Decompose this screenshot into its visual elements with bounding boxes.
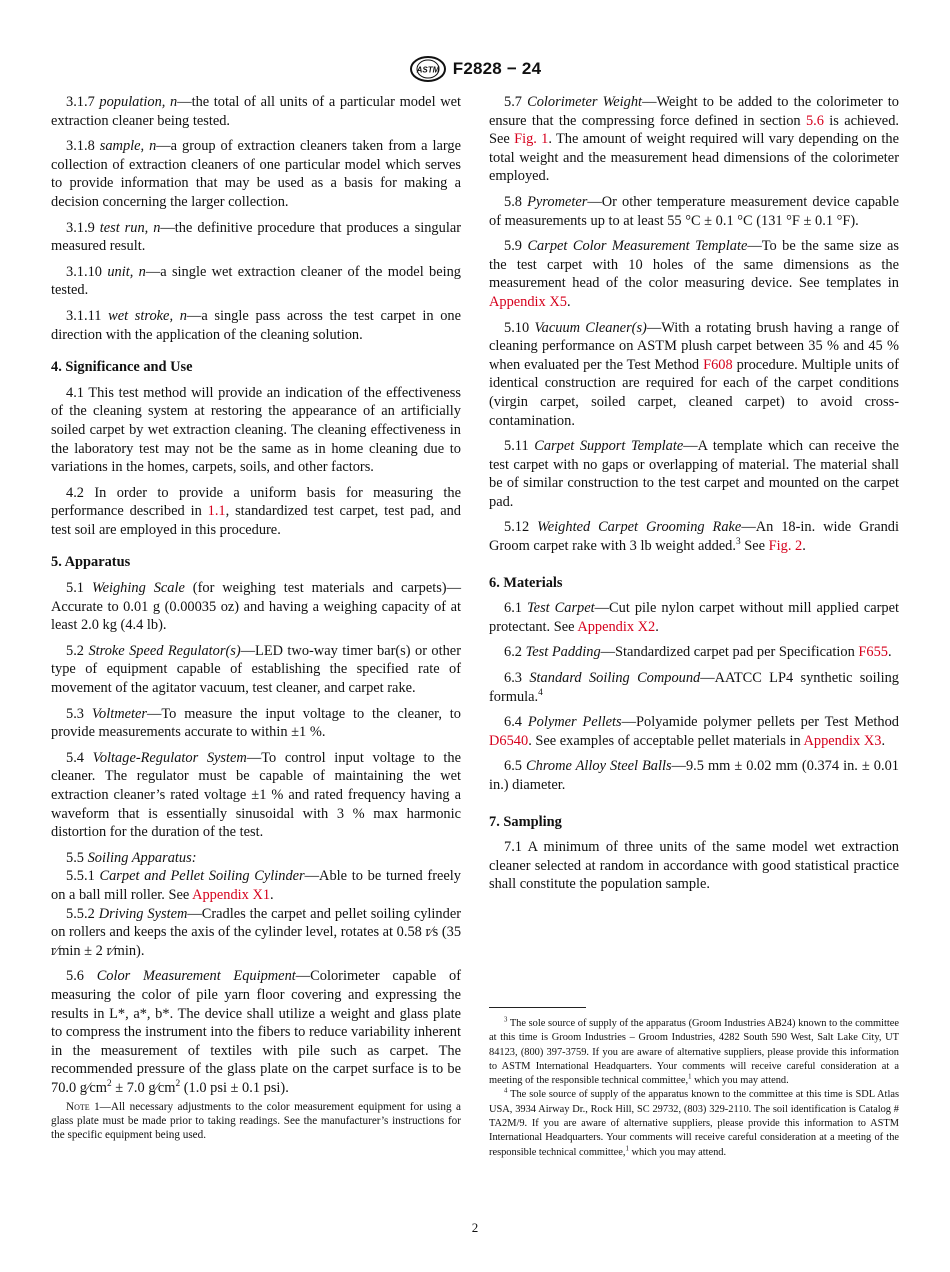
footnote-4: $^4$ The sole source of supply of the apparatus known to the committee at this time is SDL Atlas USA, 3934 Airway Dr., Rock Hill, SC 29732, (803) 329-2110. The soil identification is Catalog # TA2M/9. If you are aware of alternative suppliers, please provide this information to ASTM International Headquarters. Your comments will receive careful consideration at a meeting of the responsible technical committee,$^1$ which you may attend.: [489, 1088, 899, 1158]
section-6-5: 6.5 Chrome Alloy Steel Balls—9.5 mm ± 0.02 mm (0.374 in. ± 0.01 in.) diameter.: [489, 758, 899, 793]
ref-fig-1[interactable]: Fig. 1: [514, 131, 549, 148]
footnote-3: $^3$ The sole source of supply of the apparatus (Groom Industries AB24) known to the committee at this time is Groom Industries – Groom Industries, 4282 South 590 West, Salt Lake City, UT 84123, (800) 397-3759. If you are aware of alternative suppliers, please provide this information to ASTM International Headquarters. Your comments will receive careful consideration at a meeting of the responsible technical committee,$^1$ which you may attend.: [489, 1016, 899, 1087]
heading-materials: 6. Materials: [489, 574, 563, 591]
left-column: [51, 93, 461, 1142]
section-5-8: 5.8 Pyrometer—Or other temperature measurement device capable of measurements up to at least 55 °C ± 0.1 °C (131 °F ± 0.1 °F).: [489, 193, 899, 229]
section-4-2: 4.2 In order to provide a uniform basis for measuring the performance described in 1.1, standardized test carpet, test pad, and test soil are employed in this procedure.: [51, 484, 461, 538]
section-5-6: 5.6 Color Measurement Equipment—Colorimeter capable of measuring the color of pile yarn floor covering and expressing the results in L*, a*, b*. The device shall utilize a weight and glass plate to compress the instrument into the fibers to reduce variability inherent in the measurement of textiles with pile such as carpet. The recommended pressure of the glass plate on the carpet surface is to be 70.0 $g⁄cm^2 \pm 7.0$ $g⁄cm^2$ (1.0 psi ± 0.1 psi).: [51, 968, 461, 1096]
heading-significance-and-use: 4. Significance and Use: [51, 359, 193, 376]
astm-logo-text: ASTM: [416, 65, 440, 75]
footnote-ref-4[interactable]: 4: [538, 687, 543, 698]
section-6-1: 6.1 Test Carpet—Cut pile nylon carpet without mill applied carpet protectant. See Appendix X2.: [489, 600, 899, 635]
document-designation: F2828 − 24: [452, 59, 542, 78]
footnote-divider: [489, 1007, 586, 1008]
ref-d6540[interactable]: D6540: [489, 732, 529, 749]
section-6-2: 6.2 Test Padding—Standardized carpet pad per Specification F655.: [504, 644, 892, 661]
section-5-5: 5.5 Soiling Apparatus:: [66, 849, 197, 866]
note-1: Note 1—All necessary adjustments to the color measurement equipment for using a glass plate must be made prior to taking readings. See the manufacturer’s instructions for the specific equipment being used.: [51, 1100, 461, 1141]
footnotes: [489, 1017, 899, 1160]
section-5-5-1: 5.5.1 Carpet and Pellet Soiling Cylinder—Able to be turned freely on a ball mill roller. See Appendix X1.: [51, 868, 461, 903]
ref-5-6[interactable]: 5.6: [805, 112, 824, 129]
ref-fig-2[interactable]: Fig. 2: [768, 538, 803, 555]
section-5-9: 5.9 Carpet Color Measurement Template—To be the same size as the test carpet with 10 holes of the same dimensions as the measurement head of the color measuring device. See templates in Appendix X5.: [489, 238, 899, 310]
right-column: [489, 93, 899, 901]
section-5-7: 5.7 Colorimeter Weight—Weight to be added to the colorimeter to ensure that the compressing force defined in section 5.6 is achieved. See Fig. 1. The amount of weight required will vary depending on the total weight and the measurement head dimensions of the colorimeter employed.: [489, 94, 899, 185]
footnote-ref-3[interactable]: 3: [735, 537, 741, 548]
section-3-1-9: 3.1.9 test run, n—the definitive procedure that produces a singular measured result.: [51, 219, 461, 255]
section-6-4: 6.4 Polymer Pellets—Polyamide polymer pellets per Test Method D6540. See examples of acceptable pellet materials in Appendix X3.: [489, 714, 899, 749]
section-5-1: 5.1 Weighing Scale (for weighing test materials and carpets)—Accurate to 0.01 g (0.00035 oz) and having a weighing capacity of at least 2.0 kg (4.4 lb).: [51, 580, 461, 634]
ref-f608[interactable]: F608: [703, 356, 733, 373]
heading-apparatus: 5. Apparatus: [51, 554, 131, 571]
section-3-1-10: 3.1.10 unit, n—a single wet extraction cleaner of the model being tested.: [51, 263, 461, 299]
section-3-1-8: 3.1.8 sample, n—a group of extraction cleaners taken from a large collection of extraction cleaners of one particular model which serves to provide information that may be used as a basis for making a decision concerning the larger collection.: [51, 138, 461, 210]
section-5-12: 5.12 Weighted Carpet Grooming Rake—An 18-in. wide Grandi Groom carpet rake with 3 lb weight added.$^3$ See Fig. 2.: [489, 519, 899, 555]
page-header: [0, 56, 950, 82]
ref-appendix-x2[interactable]: Appendix X2: [577, 618, 656, 635]
ref-appendix-x5[interactable]: Appendix X5: [489, 293, 567, 310]
heading-sampling: 7. Sampling: [489, 813, 562, 830]
section-3-1-7: 3.1.7 population, n—the total of all units of a particular model wet extraction cleaner being tested.: [51, 94, 461, 129]
section-5-4: 5.4 Voltage-Regulator System—To control input voltage to the cleaner. The regulator must be capable of maintaining the wet extraction cleaner’s rated voltage ±1 % and rated frequency having a waveform that is essentially sinusoidal with 3 % max harmonic distortion for the duration of the test.: [51, 749, 461, 841]
page-number: 2: [471, 1220, 479, 1235]
section-5-2: 5.2 Stroke Speed Regulator(s)—LED two-way timer bar(s) or other type of equipment capable of establishing the specified rate of movement of the agitator vacuum, test cleaner, and carpet rake.: [51, 642, 461, 697]
ref-1-1[interactable]: 1.1: [207, 503, 226, 520]
section-4-1: 4.1 This test method will provide an indication of the effectiveness of the cleaning system at restoring the appearance of an artificially soiled carpet by wet extraction cleaning. The cleaning effectiveness in the laboratory test may not be the same as in home cleaning due to variations in the homes, carpets, soils, and other factors.: [51, 384, 461, 476]
section-5-10: 5.10 Vacuum Cleaner(s)—With a rotating brush having a range of cleaning performance on ASTM plush carpet between 35 % and 45 % when evaluated per the Test Method F608 procedure. Multiple units of identical construction are required for each of the carpet conditions (virgin carpet, soiled carpet, cleaned carpet) to avoid cross-contamination.: [489, 319, 900, 429]
ref-f655[interactable]: F655: [858, 644, 888, 661]
section-5-11: 5.11 Carpet Support Template—A template which can receive the test carpet with no gaps or overlapping of material. The material shall be of similar construction to the test carpet and mounted on the carpet pad.: [489, 438, 899, 510]
astm-logo: [409, 56, 447, 82]
ref-appendix-x1[interactable]: Appendix X1: [192, 886, 271, 903]
ref-appendix-x3[interactable]: Appendix X3: [803, 732, 882, 749]
section-5-3: 5.3 Voltmeter—To measure the input voltage to the cleaner, to provide measurements accurate to within ±1 %.: [51, 705, 461, 741]
section-6-3: 6.3 Standard Soiling Compound—AATCC LP4 synthetic soiling formula.$^4$: [489, 670, 899, 705]
section-5-5-2: 5.5.2 Driving System—Cradles the carpet and pellet soiling cylinder on rollers and keeps the axis of the cylinder level, rotates at 0.58 r⁄s (35 r⁄min ± 2 r⁄min).: [51, 905, 462, 959]
section-3-1-11: 3.1.11 wet stroke, n—a single pass across the test carpet in one direction with the application of the cleaning solution.: [51, 307, 461, 343]
section-7-1: 7.1 A minimum of three units of the same model wet extraction cleaner selected at random in accordance with good statistical practice shall constitute the population sample.: [489, 839, 899, 893]
